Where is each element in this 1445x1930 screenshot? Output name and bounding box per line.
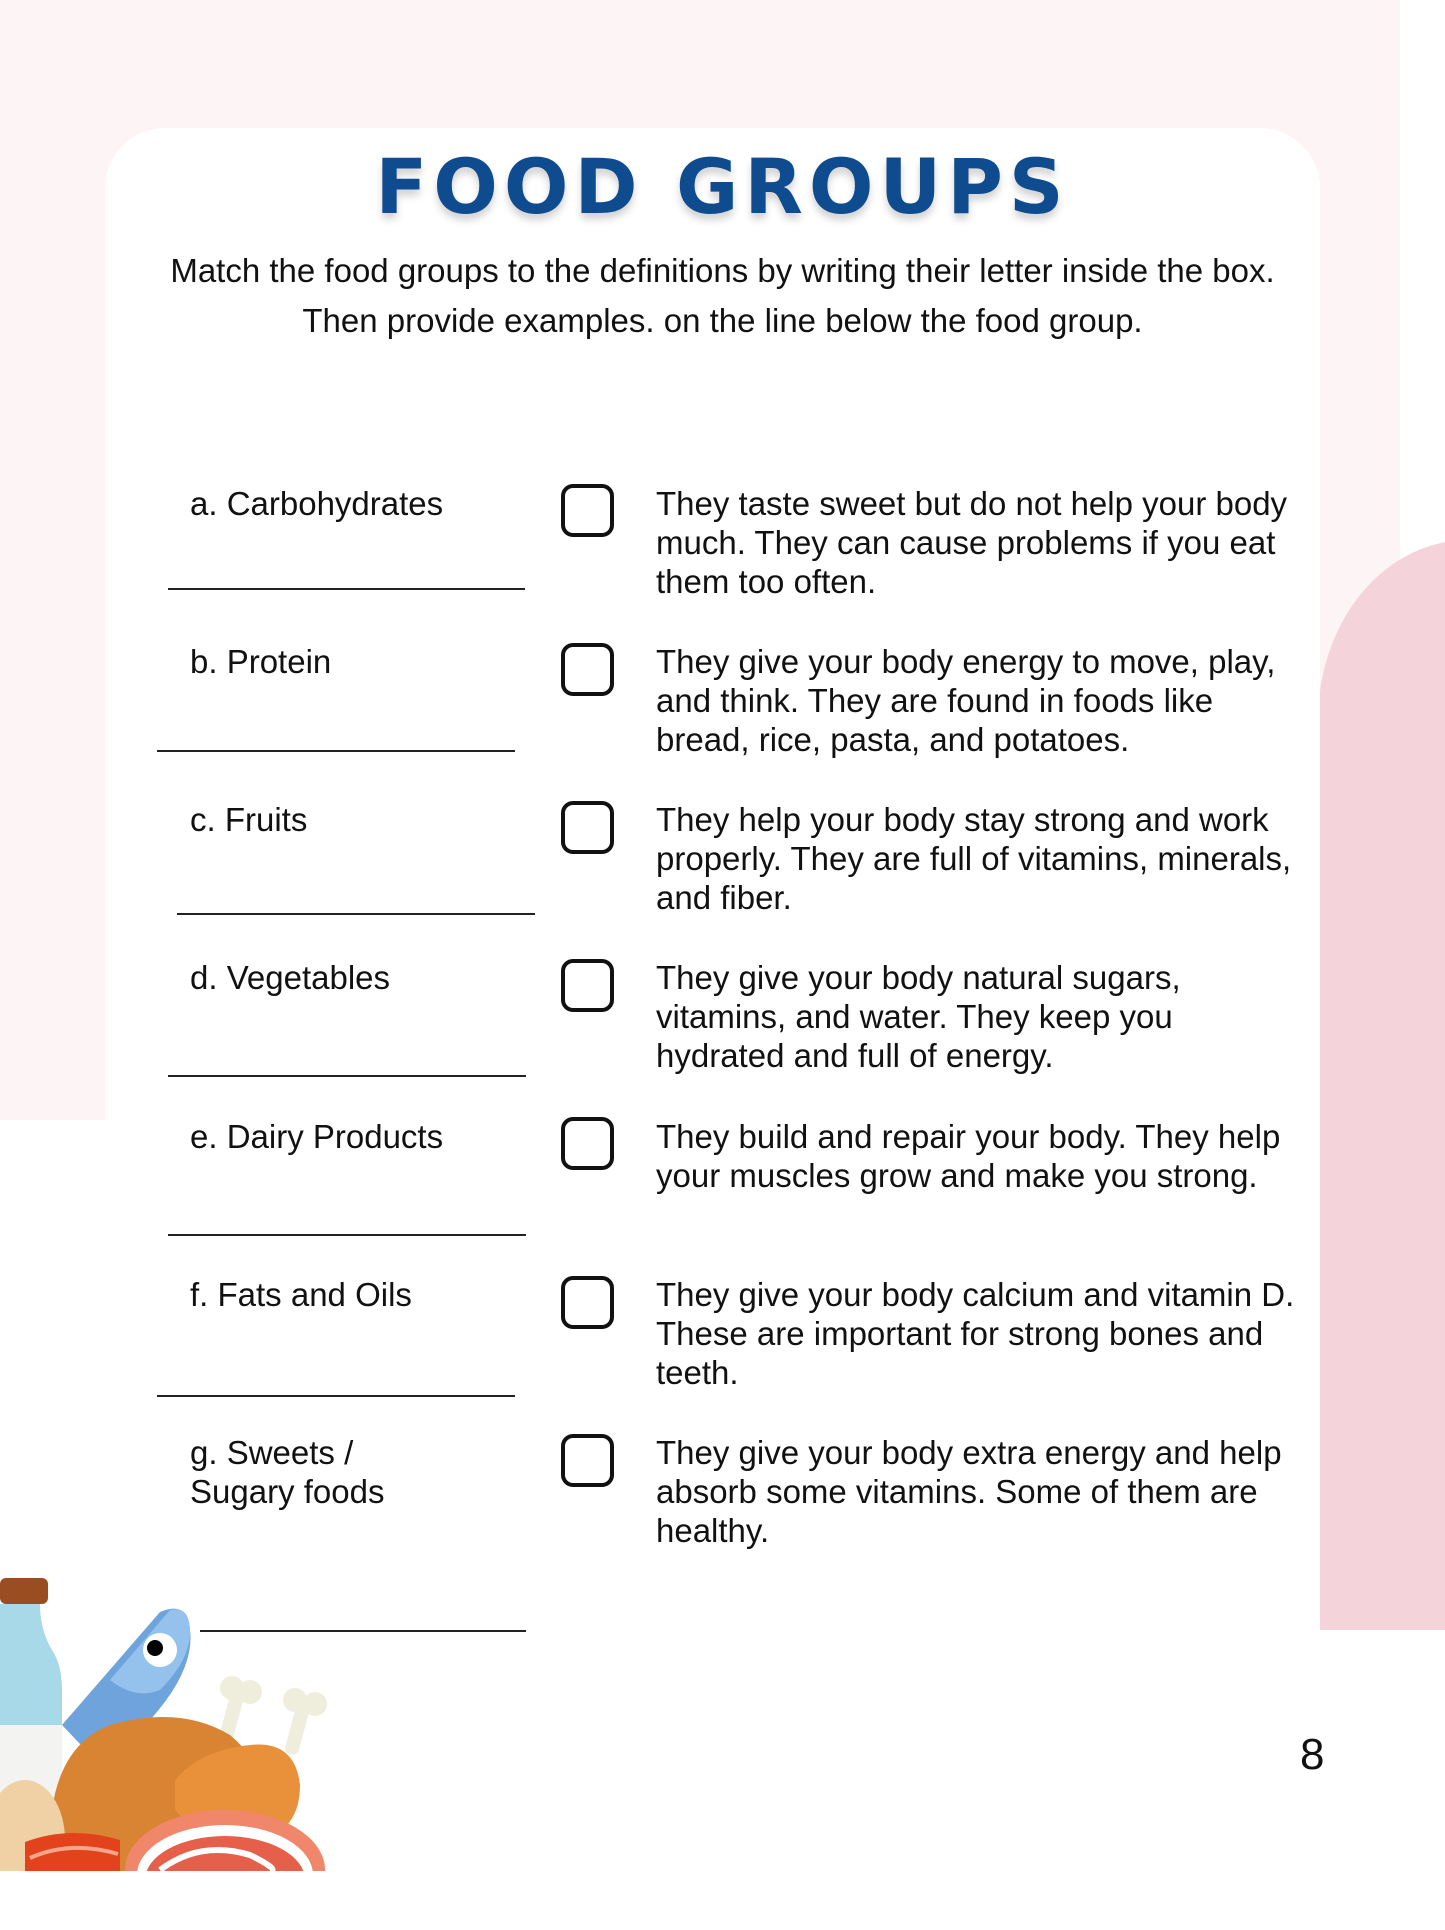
definition: They taste sweet but do not help your body much. They can cause problems if you eat them too often. [656,485,1288,600]
page-title: FOOD GROUPS [375,142,1070,231]
instructions: Match the food groups to the definitions by writing their letter inside the box. Then provide examples. on the line below the food group. [170,252,1275,339]
answer-line[interactable] [177,913,535,915]
definition: They help your body stay strong and work properly. They are full of vitamins, minerals, and fiber. [656,801,1292,916]
match-box[interactable] [561,1276,614,1329]
match-box[interactable] [561,484,614,537]
match-box[interactable] [561,1117,614,1170]
definition: They give your body extra energy and help absorb some vitamins. Some of them are healthy. [656,1434,1282,1549]
milk-cap-icon [0,1578,48,1604]
definition: They build and repair your body. They help your muscles grow and make you strong. [656,1118,1281,1194]
page-number: 8 [1300,1730,1325,1779]
group-label: c. Fruits [190,801,308,838]
answer-line[interactable] [168,588,525,590]
group-label: b. Protein [190,643,332,680]
answer-line[interactable] [157,1395,515,1397]
background-pink-blob [1318,540,1445,1640]
food-illustration-icon [0,1570,360,1871]
group-label: e. Dairy Products [190,1118,444,1155]
match-box[interactable] [561,643,614,696]
answer-line[interactable] [168,1234,526,1236]
group-label: a. Carbohydrates [190,485,444,522]
match-box[interactable] [561,801,614,854]
definition: They give your body calcium and vitamin D. These are important for strong bones and teeth. [656,1276,1295,1391]
group-label: d. Vegetables [190,959,390,996]
group-label: g. Sweets / Sugary foods [190,1434,385,1510]
answer-line[interactable] [168,1075,526,1077]
definition: They give your body energy to move, play, and think. They are found in foods like bread, rice, pasta, and potatoes. [656,643,1276,758]
background-curve [1300,1630,1445,1930]
match-box[interactable] [561,959,614,1012]
answer-line[interactable] [157,750,515,752]
match-box[interactable] [561,1434,614,1487]
definition: They give your body natural sugars, vitamins, and water. They keep you hydrated and full of energy. [656,959,1181,1074]
group-label: f. Fats and Oils [190,1276,412,1313]
